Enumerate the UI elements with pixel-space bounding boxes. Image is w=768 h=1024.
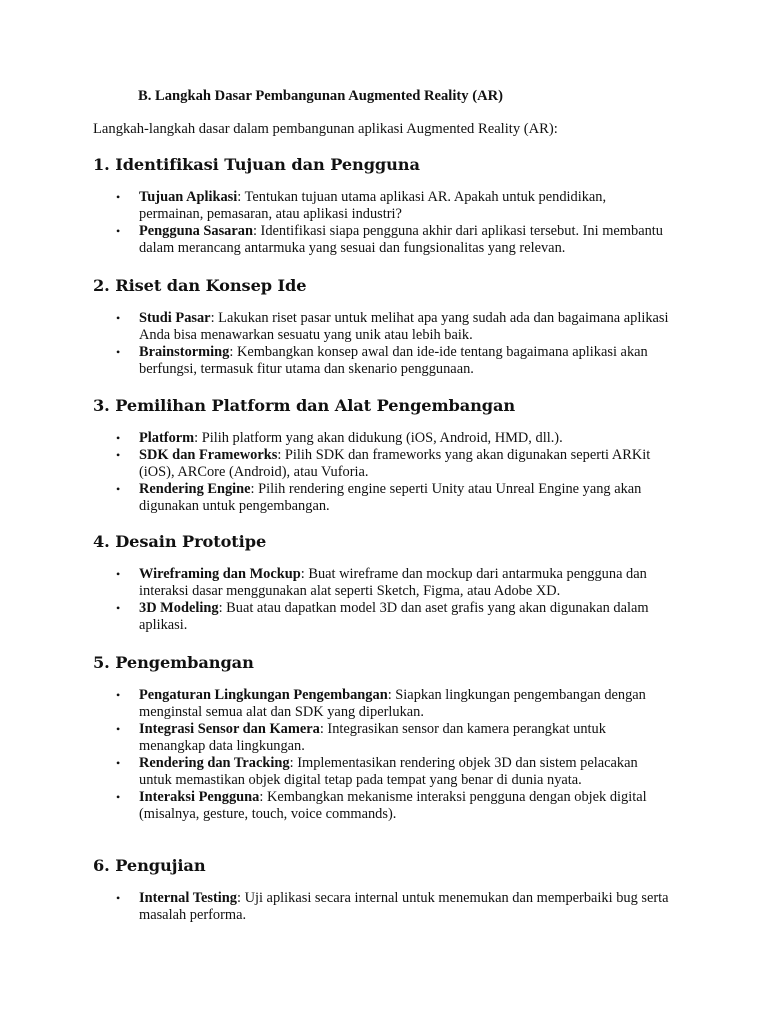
item-term: Platform [139,430,195,446]
list-item [93,890,674,924]
section-heading: 4. Desain Prototipe [93,532,267,551]
item-text: : Siapkan lingkungan pengembangan dengan menginstal semua alat dan SDK yang diperlukan. [139,687,646,720]
section-heading: 2. Riset dan Konsep Ide [93,276,307,295]
section-riset-konsep [93,276,693,378]
list-item [93,447,674,481]
section-heading: 1. Identifikasi Tujuan dan Pengguna [93,155,420,174]
section-identifikasi-tujuan [93,155,693,257]
section-desain-prototipe [93,532,693,634]
item-text: : Pilih rendering engine seperti Unity atau Unreal Engine yang akan digunakan untuk pengembangan. [139,481,642,514]
item-term: Pengaturan Lingkungan Pengembangan [139,687,388,703]
bullet-icon: • [116,756,121,770]
item-term: Studi Pasar [139,310,211,326]
list-item [93,189,674,223]
list-item [93,687,674,721]
bullet-icon: • [116,224,121,238]
bullet-icon: • [116,891,121,905]
item-text: : Identifikasi siapa pengguna akhir dari aplikasi tersebut. Ini membantu dalam merancang antarmuka yang sesuai dan fungsionalitas yang relevan. [139,223,663,256]
list-item [93,344,674,378]
item-term: Internal Testing [139,890,237,906]
item-term: Pengguna Sasaran [139,223,253,239]
bullet-list [93,687,693,823]
bullet-icon: • [116,722,121,736]
item-text: : Buat atau dapatkan model 3D dan aset grafis yang akan digunakan dalam aplikasi. [139,600,649,633]
item-text: : Pilih SDK dan frameworks yang akan digunakan seperti ARKit (iOS), ARCore (Android), atau Vuforia. [139,447,651,480]
item-term: Tujuan Aplikasi [139,189,238,205]
item-term: Integrasi Sensor dan Kamera [139,721,320,737]
intro-paragraph: Langkah-langkah dasar dalam pembangunan aplikasi Augmented Reality (AR): [93,121,558,137]
bullet-icon: • [116,567,121,581]
list-item [93,430,674,447]
item-text: : Uji aplikasi secara internal untuk menemukan dan memperbaiki bug serta masalah performa. [139,890,669,923]
bullet-icon: • [116,688,121,702]
bullet-icon: • [116,790,121,804]
bullet-list [93,310,693,378]
item-text: : Lakukan riset pasar untuk melihat apa yang sudah ada dan bagaimana aplikasi Anda bisa menawarkan sesuatu yang unik atau lebih baik. [139,310,669,343]
bullet-list [93,890,693,924]
bullet-icon: • [116,448,121,462]
item-text: : Tentukan tujuan utama aplikasi AR. Apakah untuk pendidikan, permainan, pemasaran, atau aplikasi industri? [139,189,607,222]
section-heading: 3. Pemilihan Platform dan Alat Pengembangan [93,396,516,415]
bullet-icon: • [116,431,121,445]
list-item [93,600,674,634]
list-item [93,755,674,789]
item-text: : Buat wireframe dan mockup dari antarmuka pengguna dan interaksi dasar menggunakan alat seperti Sketch, Figma, atau Adobe XD. [139,566,647,599]
bullet-icon: • [116,311,121,325]
item-term: 3D Modeling [139,600,219,616]
item-text: : Implementasikan rendering objek 3D dan sistem pelacakan untuk memastikan objek digital tetap pada tempat yang benar di dunia nyata. [139,755,638,788]
item-term: Brainstorming [139,344,230,360]
list-item [93,310,674,344]
section-pemilihan-platform [93,396,693,515]
bullet-icon: • [116,190,121,204]
bullet-list [93,566,693,634]
document-title: B. Langkah Dasar Pembangunan Augmented Reality (AR) [138,88,504,104]
item-term: Wireframing dan Mockup [139,566,301,582]
item-text: : Kembangkan konsep awal dan ide-ide tentang bagaimana aplikasi akan berfungsi, termasuk fitur utama dan skenario penggunaan. [139,344,648,377]
list-item [93,481,674,515]
list-item [93,789,674,823]
bullet-icon: • [116,601,121,615]
bullet-icon: • [116,482,121,496]
item-text: : Kembangkan mekanisme interaksi pengguna dengan objek digital (misalnya, gesture, touch, voice commands). [139,789,647,822]
list-item [93,721,674,755]
section-pengujian [93,856,693,924]
bullet-list [93,430,693,515]
section-pengembangan [93,653,693,823]
item-term: Interaksi Pengguna [139,789,260,805]
section-heading: 5. Pengembangan [93,653,254,672]
item-text: : Integrasikan sensor dan kamera perangkat untuk menangkap data lingkungan. [139,721,606,754]
item-term: Rendering Engine [139,481,251,497]
list-item [93,566,674,600]
section-heading: 6. Pengujian [93,856,206,875]
item-term: SDK dan Frameworks [139,447,278,463]
item-text: : Pilih platform yang akan didukung (iOS, Android, HMD, dll.). [194,430,563,446]
bullet-list [93,189,693,257]
bullet-icon: • [116,345,121,359]
list-item [93,223,674,257]
item-term: Rendering dan Tracking [139,755,290,771]
